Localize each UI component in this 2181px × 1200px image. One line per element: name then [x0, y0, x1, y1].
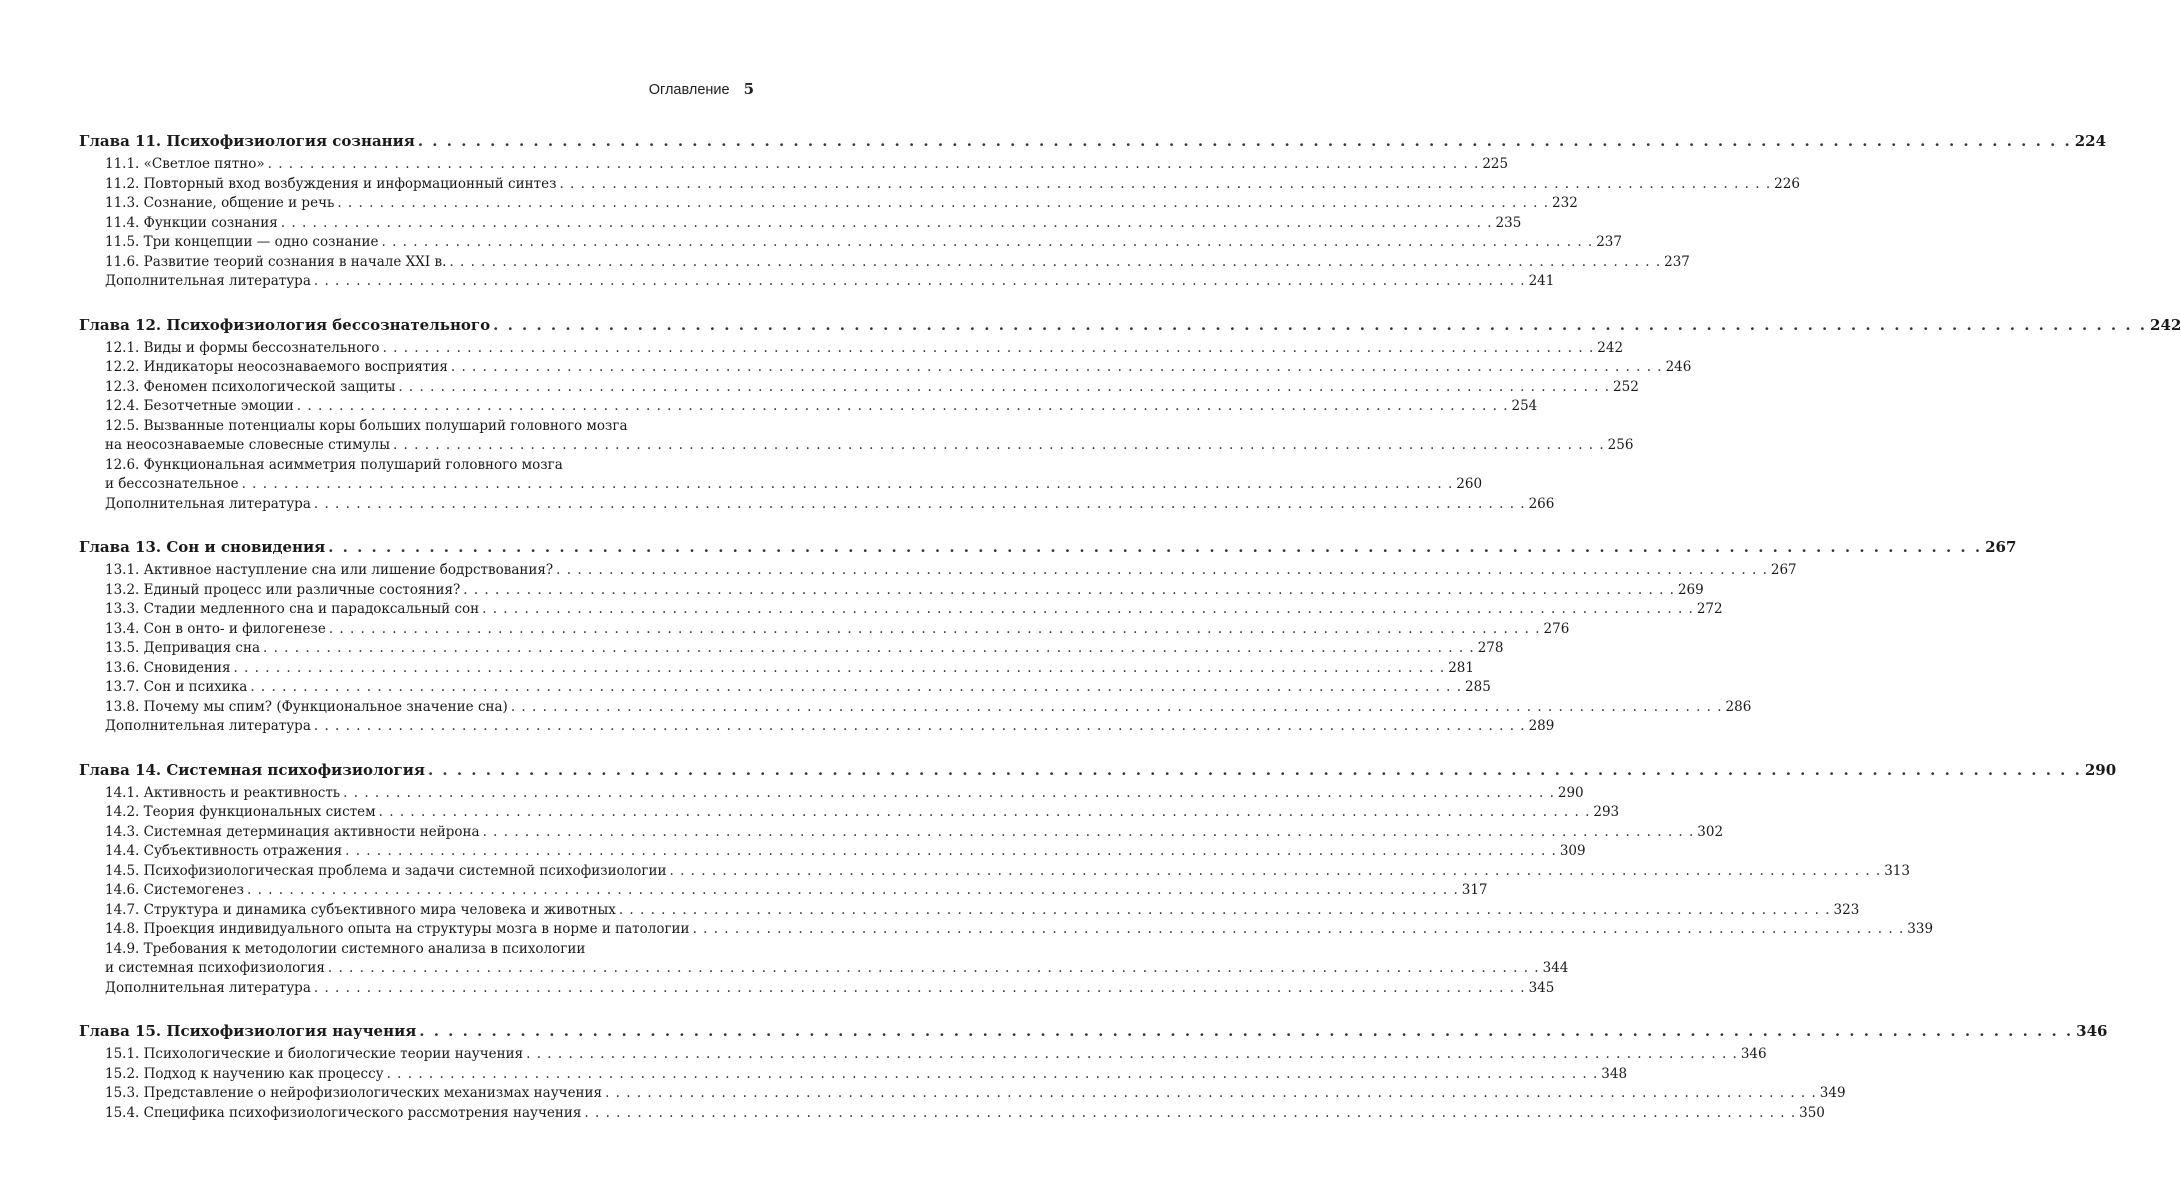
- section-page: 289: [1528, 718, 1555, 734]
- dot-leader: [329, 620, 1541, 640]
- section-page: 226: [1774, 175, 1800, 192]
- table-of-contents: [79, 130, 2181, 1145]
- dot-leader: [584, 1104, 1796, 1124]
- section-title: 13.7. Сон и психика: [105, 679, 248, 695]
- running-head-title: Оглавление: [648, 82, 730, 98]
- section-page: 246: [1665, 359, 1692, 375]
- section-page: 313: [1884, 862, 1910, 879]
- dot-leader: [314, 272, 1526, 292]
- section-title: 13.3. Стадии медленного сна и парадоксальный сон: [105, 601, 480, 617]
- dot-leader: [345, 842, 1557, 862]
- section-page: 345: [1528, 979, 1555, 996]
- chapter-entry[interactable]: [79, 314, 2181, 336]
- section-page: 302: [1697, 823, 1724, 840]
- section-entry[interactable]: [79, 1104, 1825, 1124]
- section-entry[interactable]: [79, 920, 1934, 940]
- dot-leader: [693, 920, 1905, 940]
- dot-leader: [242, 475, 1454, 495]
- section-title: на неосознаваемые словесные стимулы: [105, 437, 390, 453]
- section-title: 15.2. Подход к научению как процессу: [105, 1065, 384, 1082]
- section-entry[interactable]: [79, 698, 1752, 718]
- section-title: 14.3. Системная детерминация активности нейрона: [105, 823, 480, 840]
- dot-leader: [463, 581, 1675, 601]
- section-title: 12.3. Феномен психологической защиты: [105, 378, 396, 395]
- dot-leader: [383, 339, 1595, 359]
- dot-leader: [526, 1045, 1738, 1065]
- section-entry[interactable]: [79, 959, 1569, 979]
- dot-leader: [343, 784, 1555, 804]
- chapter-page: 224: [2074, 132, 2107, 150]
- section-page: 266: [1528, 495, 1555, 512]
- section-entry[interactable]: [79, 620, 1570, 640]
- toc-chapter: [79, 536, 2017, 737]
- section-title: и бессознательное: [105, 476, 239, 492]
- section-entry[interactable]: [79, 436, 1634, 456]
- dot-leader: [605, 1084, 1817, 1104]
- section-page: 242: [1597, 339, 1624, 356]
- section-title: 11.3. Сознание, общение и речь: [105, 195, 335, 211]
- section-title: 11.2. Повторный вход возбуждения и информационный синтез: [105, 175, 557, 192]
- section-page: 235: [1495, 214, 1522, 231]
- section-page: 256: [1607, 437, 1634, 453]
- section-entry[interactable]: [79, 901, 1860, 921]
- section-title: 11.6. Развитие теорий сознания в начале XXI в.: [105, 253, 447, 270]
- section-entry[interactable]: [79, 659, 1474, 679]
- section-entry[interactable]: [79, 155, 1509, 175]
- section-page: 339: [1907, 921, 1934, 937]
- dot-leader: [493, 314, 2147, 336]
- section-entry[interactable]: [79, 495, 1555, 515]
- dot-leader: [556, 561, 1768, 581]
- section-entry[interactable]: [79, 339, 1624, 359]
- section-entry[interactable]: [79, 1045, 1767, 1065]
- dot-leader: [382, 233, 1594, 253]
- toc-chapter: [79, 759, 2117, 999]
- section-entry[interactable]: [79, 581, 1704, 601]
- chapter-entry[interactable]: [79, 130, 2107, 152]
- dot-leader: [268, 155, 1480, 175]
- chapter-page: 267: [1985, 538, 2017, 556]
- section-page: 241: [1528, 273, 1555, 289]
- section-page: 350: [1799, 1104, 1825, 1121]
- dot-leader: [483, 823, 1695, 843]
- section-title: 11.5. Три концепции — одно сознание: [105, 234, 379, 250]
- section-page: 293: [1593, 804, 1620, 820]
- section-entry[interactable]: [79, 784, 1584, 804]
- section-title: 12.1. Виды и формы бессознательного: [105, 339, 380, 356]
- section-title: 12.4. Безотчетные эмоции: [105, 398, 294, 414]
- section-entry[interactable]: [79, 823, 1724, 843]
- dot-leader: [250, 678, 1462, 698]
- section-title: 11.1. «Светлое пятно»: [105, 156, 265, 172]
- section-entry[interactable]: [79, 358, 1692, 378]
- section-page: 344: [1542, 960, 1569, 976]
- dot-leader: [337, 194, 1549, 214]
- section-page: 323: [1833, 901, 1860, 918]
- section-page: 225: [1482, 156, 1509, 172]
- section-page: 317: [1461, 882, 1488, 898]
- section-title: Дополнительная литература: [105, 273, 311, 289]
- section-title: 14.8. Проекция индивидуального опыта на структуры мозга в норме и патологии: [105, 921, 690, 937]
- section-title: 15.4. Специфика психофизиологического рассмотрения научения: [105, 1104, 582, 1121]
- dot-leader: [328, 536, 1982, 558]
- section-page: 267: [1770, 562, 1797, 578]
- section-page: 276: [1543, 620, 1570, 637]
- section-entry[interactable]: [79, 561, 1797, 581]
- chapter-page: 346: [2076, 1022, 2108, 1040]
- dot-leader: [297, 397, 1509, 417]
- chapter-page: 242: [2150, 315, 2181, 334]
- chapter-title: Глава 14. Системная психофизиология: [79, 760, 425, 779]
- section-title: Дополнительная литература: [105, 495, 311, 512]
- dot-leader: [314, 495, 1526, 515]
- dot-leader: [234, 659, 1446, 679]
- dot-leader: [393, 436, 1605, 456]
- section-entry[interactable]: [79, 881, 1488, 901]
- toc-chapter: [79, 130, 2107, 292]
- section-page: 272: [1696, 601, 1723, 617]
- section-title: 14.7. Структура и динамика субъективного мира человека и животных: [105, 901, 616, 918]
- section-entry[interactable]: [79, 1065, 1628, 1085]
- section-page: 232: [1552, 195, 1578, 211]
- section-page: 346: [1740, 1046, 1767, 1062]
- section-page: 285: [1465, 679, 1491, 695]
- section-entry[interactable]: [79, 475, 1483, 495]
- dot-leader: [419, 1020, 2073, 1042]
- dot-leader: [619, 901, 1831, 921]
- section-page: 349: [1819, 1085, 1846, 1101]
- section-title: 12.2. Индикаторы неосознаваемого восприятия: [105, 359, 448, 375]
- section-page: 252: [1613, 378, 1639, 395]
- dot-leader: [387, 1065, 1599, 1085]
- toc-chapter: [79, 314, 2181, 515]
- section-title: 13.5. Депривация сна: [105, 640, 260, 656]
- running-head: [649, 80, 754, 98]
- section-page: 290: [1557, 784, 1584, 801]
- chapter-title: Глава 12. Психофизиология бессознательного: [79, 315, 491, 334]
- section-entry[interactable]: [79, 272, 1555, 292]
- chapter-title: Глава 15. Психофизиология научения: [79, 1022, 417, 1040]
- chapter-title: Глава 13. Сон и сновидения: [79, 538, 326, 556]
- section-page: 348: [1601, 1065, 1628, 1082]
- dot-leader: [511, 698, 1723, 718]
- section-title: 14.6. Системогенез: [105, 882, 245, 898]
- section-page: 281: [1448, 659, 1474, 676]
- section-title: Дополнительная литература: [105, 979, 311, 996]
- section-title: 13.2. Единый процесс или различные состояния?: [105, 581, 461, 598]
- section-title: 13.1. Активное наступление сна или лишение бодрствования?: [105, 562, 554, 578]
- dot-leader: [314, 717, 1526, 737]
- section-entry[interactable]: [79, 1084, 1846, 1104]
- chapter-entry[interactable]: [79, 759, 2117, 781]
- section-entry[interactable]: [79, 600, 1723, 620]
- toc-chapter: [79, 1020, 2108, 1123]
- section-page: 286: [1725, 698, 1752, 715]
- dot-leader: [451, 358, 1663, 378]
- chapter-page: 290: [2084, 760, 2117, 779]
- section-title: 15.1. Психологические и биологические теории научения: [105, 1046, 524, 1062]
- section-entry[interactable]: [79, 175, 1800, 195]
- chapter-title: Глава 11. Психофизиология сознания: [79, 132, 415, 150]
- section-page: 237: [1596, 234, 1622, 250]
- dot-leader: [449, 253, 1661, 273]
- section-title: 14.1. Активность и реактивность: [105, 784, 341, 801]
- section-entry[interactable]: [79, 639, 1504, 659]
- section-page: 237: [1664, 253, 1690, 270]
- section-title: 14.5. Психофизиологическая проблема и задачи системной психофизиологии: [105, 862, 667, 879]
- section-entry-first-line[interactable]: 14.9. Требования к методологии системного анализа в психологии: [105, 940, 586, 957]
- section-entry[interactable]: [79, 803, 1620, 823]
- section-page: 278: [1477, 640, 1504, 656]
- section-title: Дополнительная литература: [105, 718, 311, 734]
- section-entry[interactable]: [79, 194, 1578, 214]
- section-entry[interactable]: [79, 253, 1690, 273]
- dot-leader: [328, 959, 1540, 979]
- section-entry-first-line[interactable]: 12.6. Функциональная асимметрия полушарий головного мозга: [105, 456, 563, 473]
- section-title: 15.3. Представление о нейрофизиологических механизмах научения: [105, 1085, 603, 1101]
- section-entry-first-line[interactable]: 12.5. Вызванные потенциалы коры больших полушарий головного мозга: [105, 417, 628, 434]
- dot-leader: [418, 130, 2072, 152]
- section-entry[interactable]: [79, 678, 1491, 698]
- dot-leader: [428, 759, 2082, 781]
- page-number: 5: [743, 80, 754, 98]
- section-page: 260: [1456, 476, 1483, 492]
- section-title: 14.2. Теория функциональных систем: [105, 804, 376, 820]
- section-entry[interactable]: [79, 214, 1522, 234]
- section-entry[interactable]: [79, 862, 1910, 882]
- section-page: 254: [1511, 398, 1538, 414]
- section-entry[interactable]: [79, 979, 1555, 999]
- section-title: 13.4. Сон в онто- и филогенезе: [105, 620, 326, 637]
- section-entry[interactable]: [79, 397, 1538, 417]
- dot-leader: [398, 378, 1610, 398]
- dot-leader: [670, 862, 1882, 882]
- chapter-entry[interactable]: [79, 536, 2017, 558]
- section-title: и системная психофизиология: [105, 960, 325, 976]
- dot-leader: [263, 639, 1475, 659]
- section-title: 13.6. Сновидения: [105, 659, 231, 676]
- section-page: 309: [1559, 843, 1586, 859]
- section-entry[interactable]: [79, 233, 1622, 253]
- dot-leader: [281, 214, 1493, 234]
- dot-leader: [379, 803, 1591, 823]
- dot-leader: [247, 881, 1459, 901]
- dot-leader: [314, 979, 1526, 999]
- section-page: 269: [1677, 581, 1704, 598]
- dot-leader: [482, 600, 1694, 620]
- section-entry[interactable]: [79, 717, 1555, 737]
- section-title: 11.4. Функции сознания: [105, 214, 278, 231]
- section-entry[interactable]: [79, 378, 1639, 398]
- section-title: 13.8. Почему мы спим? (Функциональное значение сна): [105, 698, 508, 715]
- section-entry[interactable]: [79, 842, 1586, 862]
- section-title: 14.4. Субъективность отражения: [105, 843, 343, 859]
- chapter-entry[interactable]: [79, 1020, 2108, 1042]
- dot-leader: [559, 175, 1771, 195]
